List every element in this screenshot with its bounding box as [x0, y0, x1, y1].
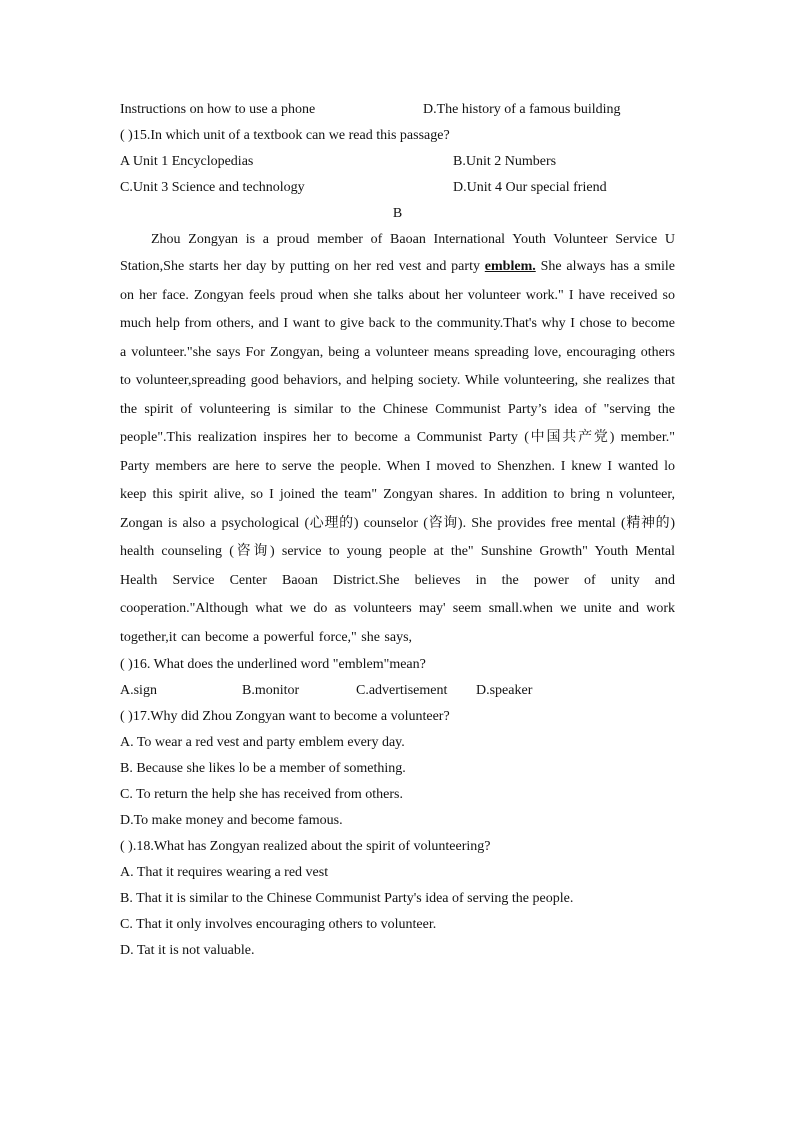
content: [120, 97, 675, 964]
q17-option-d: D.To make money and become famous.: [120, 813, 343, 828]
q18-stem: ( ).18.What has Zongyan realized about the spirit of volunteering?: [120, 839, 491, 854]
q15-option-a: A Unit 1 Encyclopedias: [120, 154, 254, 169]
q14-option-d: D.The history of a famous building: [423, 102, 621, 117]
passage-part-2: She always has a smile on her face. Zongyan feels proud when she talks about her volunteer work." I have received so much help from others, and I want to give back to the community.That's why I chose to become a volunteer."she says For Zongyan, being a volunteer means spreading love, encouraging others to volunteer,spreading good behaviors, and helping society. While volunteering, she realizes that the spirit of volunteering is similar to the Chinese Communist Party’s idea of "serving the people".This realization inspires her to become a Communist Party (中国共产党) member." Party members are here to serve the people. When I moved to Shenzhen. I knew I wanted lo keep this spirit alive, so I joined the team" Zongyan shares. In addition to bring n volunteer, Zongan is also a psychological (心理的) counselor (咨询). She provides free mental (精神的) health counseling (咨询) service to young people at the" Sunshine Growth" Youth Mental Health Service Center Baoan District.She believes in the power of unity and cooperation."Although what we do as volunteers may' seem small.when we unite and work together,it can become a powerful force," she says,: [120, 259, 675, 645]
q17-option-c: C. To return the help she has received from others.: [120, 787, 403, 802]
q17-option-a: A. To wear a red vest and party emblem every day.: [120, 735, 405, 750]
q15-options-row-1: [120, 149, 675, 175]
q16-options-row: [120, 678, 675, 704]
q16-option-c: C.advertisement: [356, 683, 448, 698]
q15-option-b: B.Unit 2 Numbers: [453, 154, 557, 169]
q15-options-row-2: [120, 175, 675, 201]
q15-stem: ( )15.In which unit of a textbook can we read this passage?: [120, 128, 450, 143]
q17-stem: ( )17.Why did Zhou Zongyan want to become a volunteer?: [120, 709, 450, 724]
q18-option-d: D. Tat it is not valuable.: [120, 943, 255, 958]
q16-option-b: B.monitor: [242, 683, 300, 698]
q14-options-row: [120, 97, 675, 123]
q15-option-c: C.Unit 3 Science and technology: [120, 180, 305, 195]
q16-stem: ( )16. What does the underlined word "emblem"mean?: [120, 657, 426, 672]
q16-option-a: A.sign: [120, 683, 157, 698]
q16-option-d: D.speaker: [476, 683, 533, 698]
q18-option-c: C. That it only involves encouraging others to volunteer.: [120, 917, 437, 932]
q18-option-b: B. That it is similar to the Chinese Communist Party's idea of serving the people.: [120, 891, 574, 906]
q18-option-a: A. That it requires wearing a red vest: [120, 865, 329, 880]
q15-option-d: D.Unit 4 Our special friend: [453, 180, 607, 195]
q17-option-b: B. Because she likes lo be a member of something.: [120, 761, 406, 776]
reading-passage: [120, 227, 675, 652]
q14-option-c: Instructions on how to use a phone: [120, 102, 316, 117]
underlined-word: emblem.: [484, 259, 536, 274]
section-heading: B: [392, 206, 403, 221]
passage-part-1: Zhou Zongyan is a proud member of Baoan International Youth Volunteer Service U Station,She starts her day by putting on her red vest and party: [120, 232, 675, 274]
